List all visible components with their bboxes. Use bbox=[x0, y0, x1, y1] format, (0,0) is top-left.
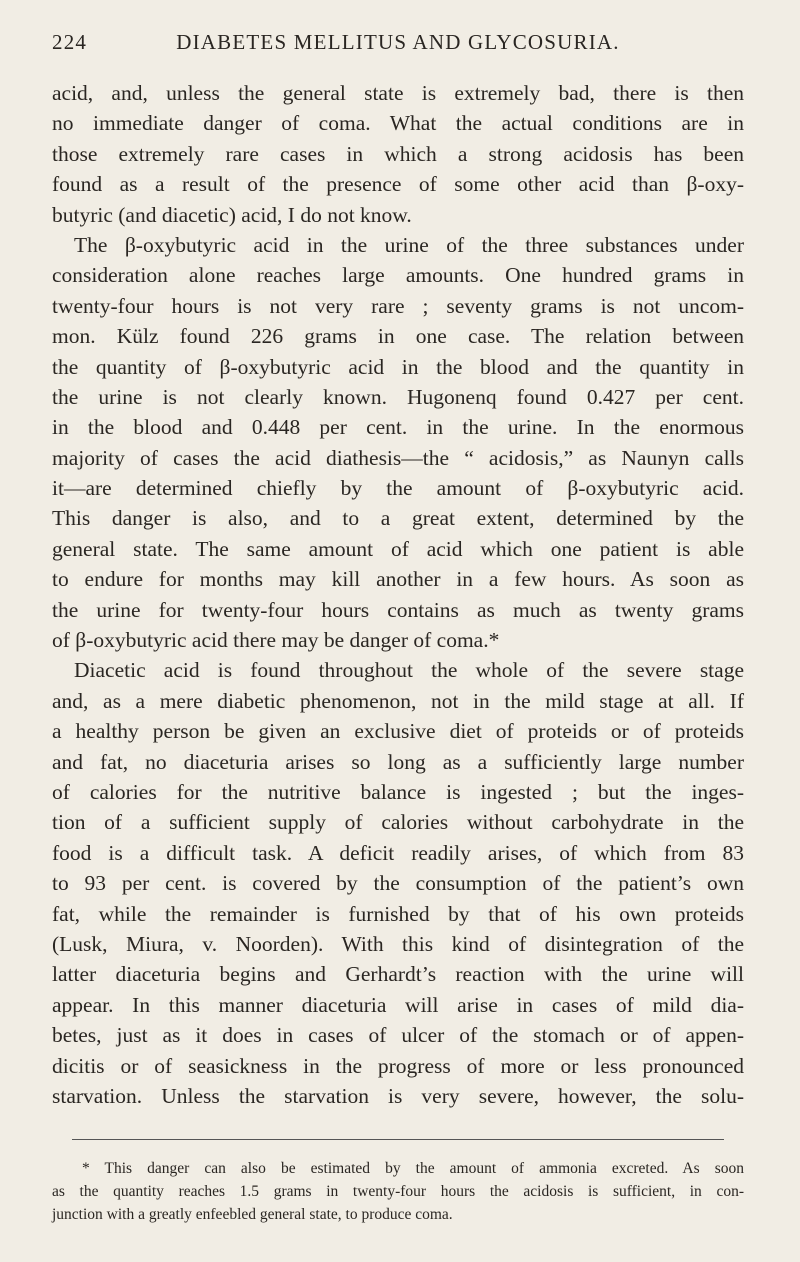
text-line: the quantity of β-oxybutyric acid in the blood and the quantity in bbox=[52, 354, 744, 379]
text-line: in the blood and 0.448 per cent. in the urine. In the enormous bbox=[52, 415, 744, 440]
text-line: the urine for twenty-four hours contains as much as twenty grams bbox=[52, 597, 744, 622]
footnote-divider bbox=[72, 1139, 724, 1140]
text-line: the urine is not clearly known. Hugonenq found 0.427 per cent. bbox=[52, 384, 744, 409]
text-line: of β-oxybutyric acid there may be danger of coma.* bbox=[52, 628, 500, 653]
text-line: latter diaceturia begins and Gerhardt’s reaction with the urine will bbox=[52, 962, 744, 987]
text-line: The β-oxybutyric acid in the urine of the three substances under bbox=[74, 232, 744, 257]
running-head: DIABETES MELLITUS AND GLYCOSURIA. bbox=[176, 30, 620, 54]
text-line: consideration alone reaches large amounts. One hundred grams in bbox=[52, 263, 744, 288]
text-line: majority of cases the acid diathesis—the “ acidosis,” as Naunyn calls bbox=[52, 445, 744, 470]
text-line: Diacetic acid is found throughout the whole of the severe stage bbox=[74, 658, 744, 683]
text-line: appear. In this manner diaceturia will arise in cases of mild dia- bbox=[52, 992, 744, 1017]
text-line: This danger is also, and to a great extent, determined by the bbox=[52, 506, 744, 531]
text-line: to 93 per cent. is covered by the consumption of the patient’s own bbox=[52, 871, 744, 896]
text-line: twenty-four hours is not very rare ; seventy grams is not uncom- bbox=[52, 293, 744, 318]
footnote bbox=[52, 1157, 744, 1226]
text-line: starvation. Unless the starvation is very severe, however, the solu- bbox=[52, 1083, 744, 1108]
text-line: mon. Külz found 226 grams in one case. The relation between bbox=[52, 324, 744, 349]
page-number: 224 bbox=[52, 30, 88, 54]
text-line: those extremely rare cases in which a strong acidosis has been bbox=[52, 141, 744, 166]
footnote-line: * This danger can also be estimated by the amount of ammonia excreted. As soon bbox=[82, 1160, 744, 1178]
text-line: it—are determined chiefly by the amount of β-oxybutyric acid. bbox=[52, 476, 744, 501]
text-line: and fat, no diaceturia arises so long as a sufficiently large number bbox=[52, 749, 744, 774]
footnote-line: as the quantity reaches 1.5 grams in twenty-four hours the acidosis is sufficient, in con- bbox=[52, 1183, 744, 1201]
text-line: no immediate danger of coma. What the actual conditions are in bbox=[52, 111, 744, 136]
footnote-line: junction with a greatly enfeebled general state, to produce coma. bbox=[52, 1206, 453, 1224]
text-line: tion of a sufficient supply of calories without carbohydrate in the bbox=[52, 810, 744, 835]
page-header bbox=[52, 30, 744, 60]
text-line: of calories for the nutritive balance is ingested ; but the inges- bbox=[52, 779, 744, 804]
text-line: general state. The same amount of acid which one patient is able bbox=[52, 536, 744, 561]
text-line: acid, and, unless the general state is extremely bad, there is then bbox=[52, 81, 744, 105]
book-page bbox=[52, 30, 744, 1226]
text-line: and, as a mere diabetic phenomenon, not in the mild stage at all. If bbox=[52, 688, 744, 713]
text-line: butyric (and diacetic) acid, I do not know. bbox=[52, 202, 412, 227]
body-text bbox=[52, 78, 744, 1111]
text-line: found as a result of the presence of some other acid than β-oxy- bbox=[52, 172, 744, 197]
text-line: to endure for months may kill another in a few hours. As soon as bbox=[52, 567, 744, 592]
text-line: dicitis or of seasickness in the progress of more or less pronounced bbox=[52, 1053, 744, 1078]
text-line: food is a difficult task. A deficit readily arises, of which from 83 bbox=[52, 840, 744, 865]
text-line: betes, just as it does in cases of ulcer of the stomach or of appen- bbox=[52, 1023, 744, 1048]
text-line: fat, while the remainder is furnished by that of his own proteids bbox=[52, 901, 744, 926]
text-line: (Lusk, Miura, v. Noorden). With this kind of disintegration of the bbox=[52, 931, 744, 956]
text-line: a healthy person be given an exclusive diet of proteids or of proteids bbox=[52, 719, 744, 744]
